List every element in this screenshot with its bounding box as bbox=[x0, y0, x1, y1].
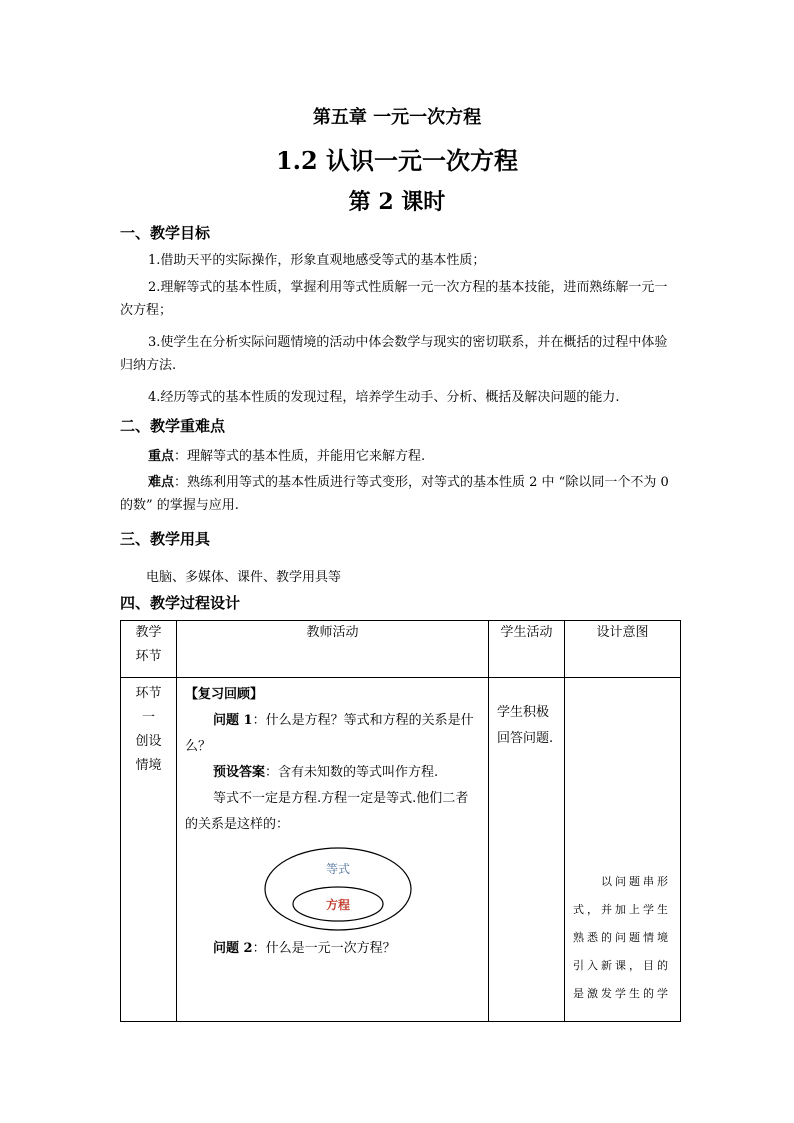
objectives-heading: 一、教学目标 bbox=[120, 224, 211, 242]
review-label: 【复习回顾】 bbox=[185, 687, 264, 702]
objective-item: 2.理解等式的基本性质，掌握利用等式性质解一元一次方程的基本技能，进而熟练解一元一次方程； bbox=[120, 280, 668, 318]
lesson-process-table bbox=[120, 620, 681, 1022]
teacher-activity-cell bbox=[177, 678, 489, 1022]
question-1-text: ：什么是方程？等式和方程的关系是什么？ bbox=[185, 713, 474, 754]
design-text: 以问题串形式，并加上学生熟悉的问题情境引入新课，目的是激发学生的学 bbox=[573, 875, 671, 1000]
key-label: 重点 bbox=[148, 449, 175, 464]
difficulty-label: 难点 bbox=[148, 475, 175, 490]
question-2-label: 问题 2 bbox=[213, 941, 253, 956]
tools-text: 电脑、多媒体、课件、教学用具等 bbox=[146, 570, 342, 585]
answer-text: ：含有未知数的等式叫作方程. bbox=[265, 765, 439, 780]
equation-set-diagram bbox=[263, 846, 413, 932]
lesson-subtitle: 第 2 课时 bbox=[348, 189, 446, 215]
equation-label: 方程 bbox=[325, 898, 351, 912]
table-header-row bbox=[121, 621, 681, 678]
equality-ellipse bbox=[265, 848, 411, 930]
header-student: 学生活动 bbox=[489, 621, 565, 678]
table-row bbox=[121, 678, 681, 1022]
stage-line: 创设 bbox=[135, 734, 162, 749]
objective-item: 1.借助天平的实际操作，形象直观地感受等式的基本性质； bbox=[148, 253, 486, 268]
stage-cell bbox=[121, 678, 177, 1022]
header-teacher: 教师活动 bbox=[177, 621, 489, 678]
process-heading: 四、教学过程设计 bbox=[120, 594, 241, 612]
objective-item: 3.使学生在分析实际问题情境的活动中体会数学与现实的密切联系，并在概括的过程中体验归纳方法. bbox=[120, 335, 668, 373]
header-stage: 教学环节 bbox=[121, 621, 177, 678]
stage-line: 一 bbox=[141, 710, 155, 725]
key-point bbox=[120, 445, 680, 468]
design-intent-cell bbox=[565, 678, 681, 1022]
equality-label: 等式 bbox=[325, 862, 351, 876]
student-activity-cell: 学生积极回答问题. bbox=[489, 678, 565, 1022]
difficulty-point bbox=[120, 471, 680, 517]
relation-text: 等式不一定是方程.方程一定是等式.他们二者的关系是这样的： bbox=[185, 791, 469, 832]
key-points-heading: 二、教学重难点 bbox=[120, 417, 226, 435]
answer-label: 预设答案 bbox=[213, 765, 266, 780]
tools-heading: 三、教学用具 bbox=[120, 530, 211, 548]
stage-line: 环节 bbox=[135, 686, 162, 701]
difficulty-text: ：熟练利用等式的基本性质进行等式变形，对等式的基本性质 2 中 “除以同一个不为 0 的数” 的掌握与应用. bbox=[120, 475, 669, 513]
header-design: 设计意图 bbox=[565, 621, 681, 678]
stage-line: 情境 bbox=[135, 758, 162, 773]
objective-item: 4.经历等式的基本性质的发现过程，培养学生动手、分析、概括及解决问题的能力. bbox=[148, 390, 620, 405]
question-2-text: ：什么是一元一次方程？ bbox=[252, 941, 396, 956]
question-1-label: 问题 1 bbox=[213, 713, 253, 728]
key-text: ：理解等式的基本性质，并能用它来解方程. bbox=[174, 449, 426, 464]
chapter-title: 第五章 一元一次方程 bbox=[312, 107, 482, 128]
lesson-title: 1.2 认识一元一次方程 bbox=[275, 146, 519, 175]
